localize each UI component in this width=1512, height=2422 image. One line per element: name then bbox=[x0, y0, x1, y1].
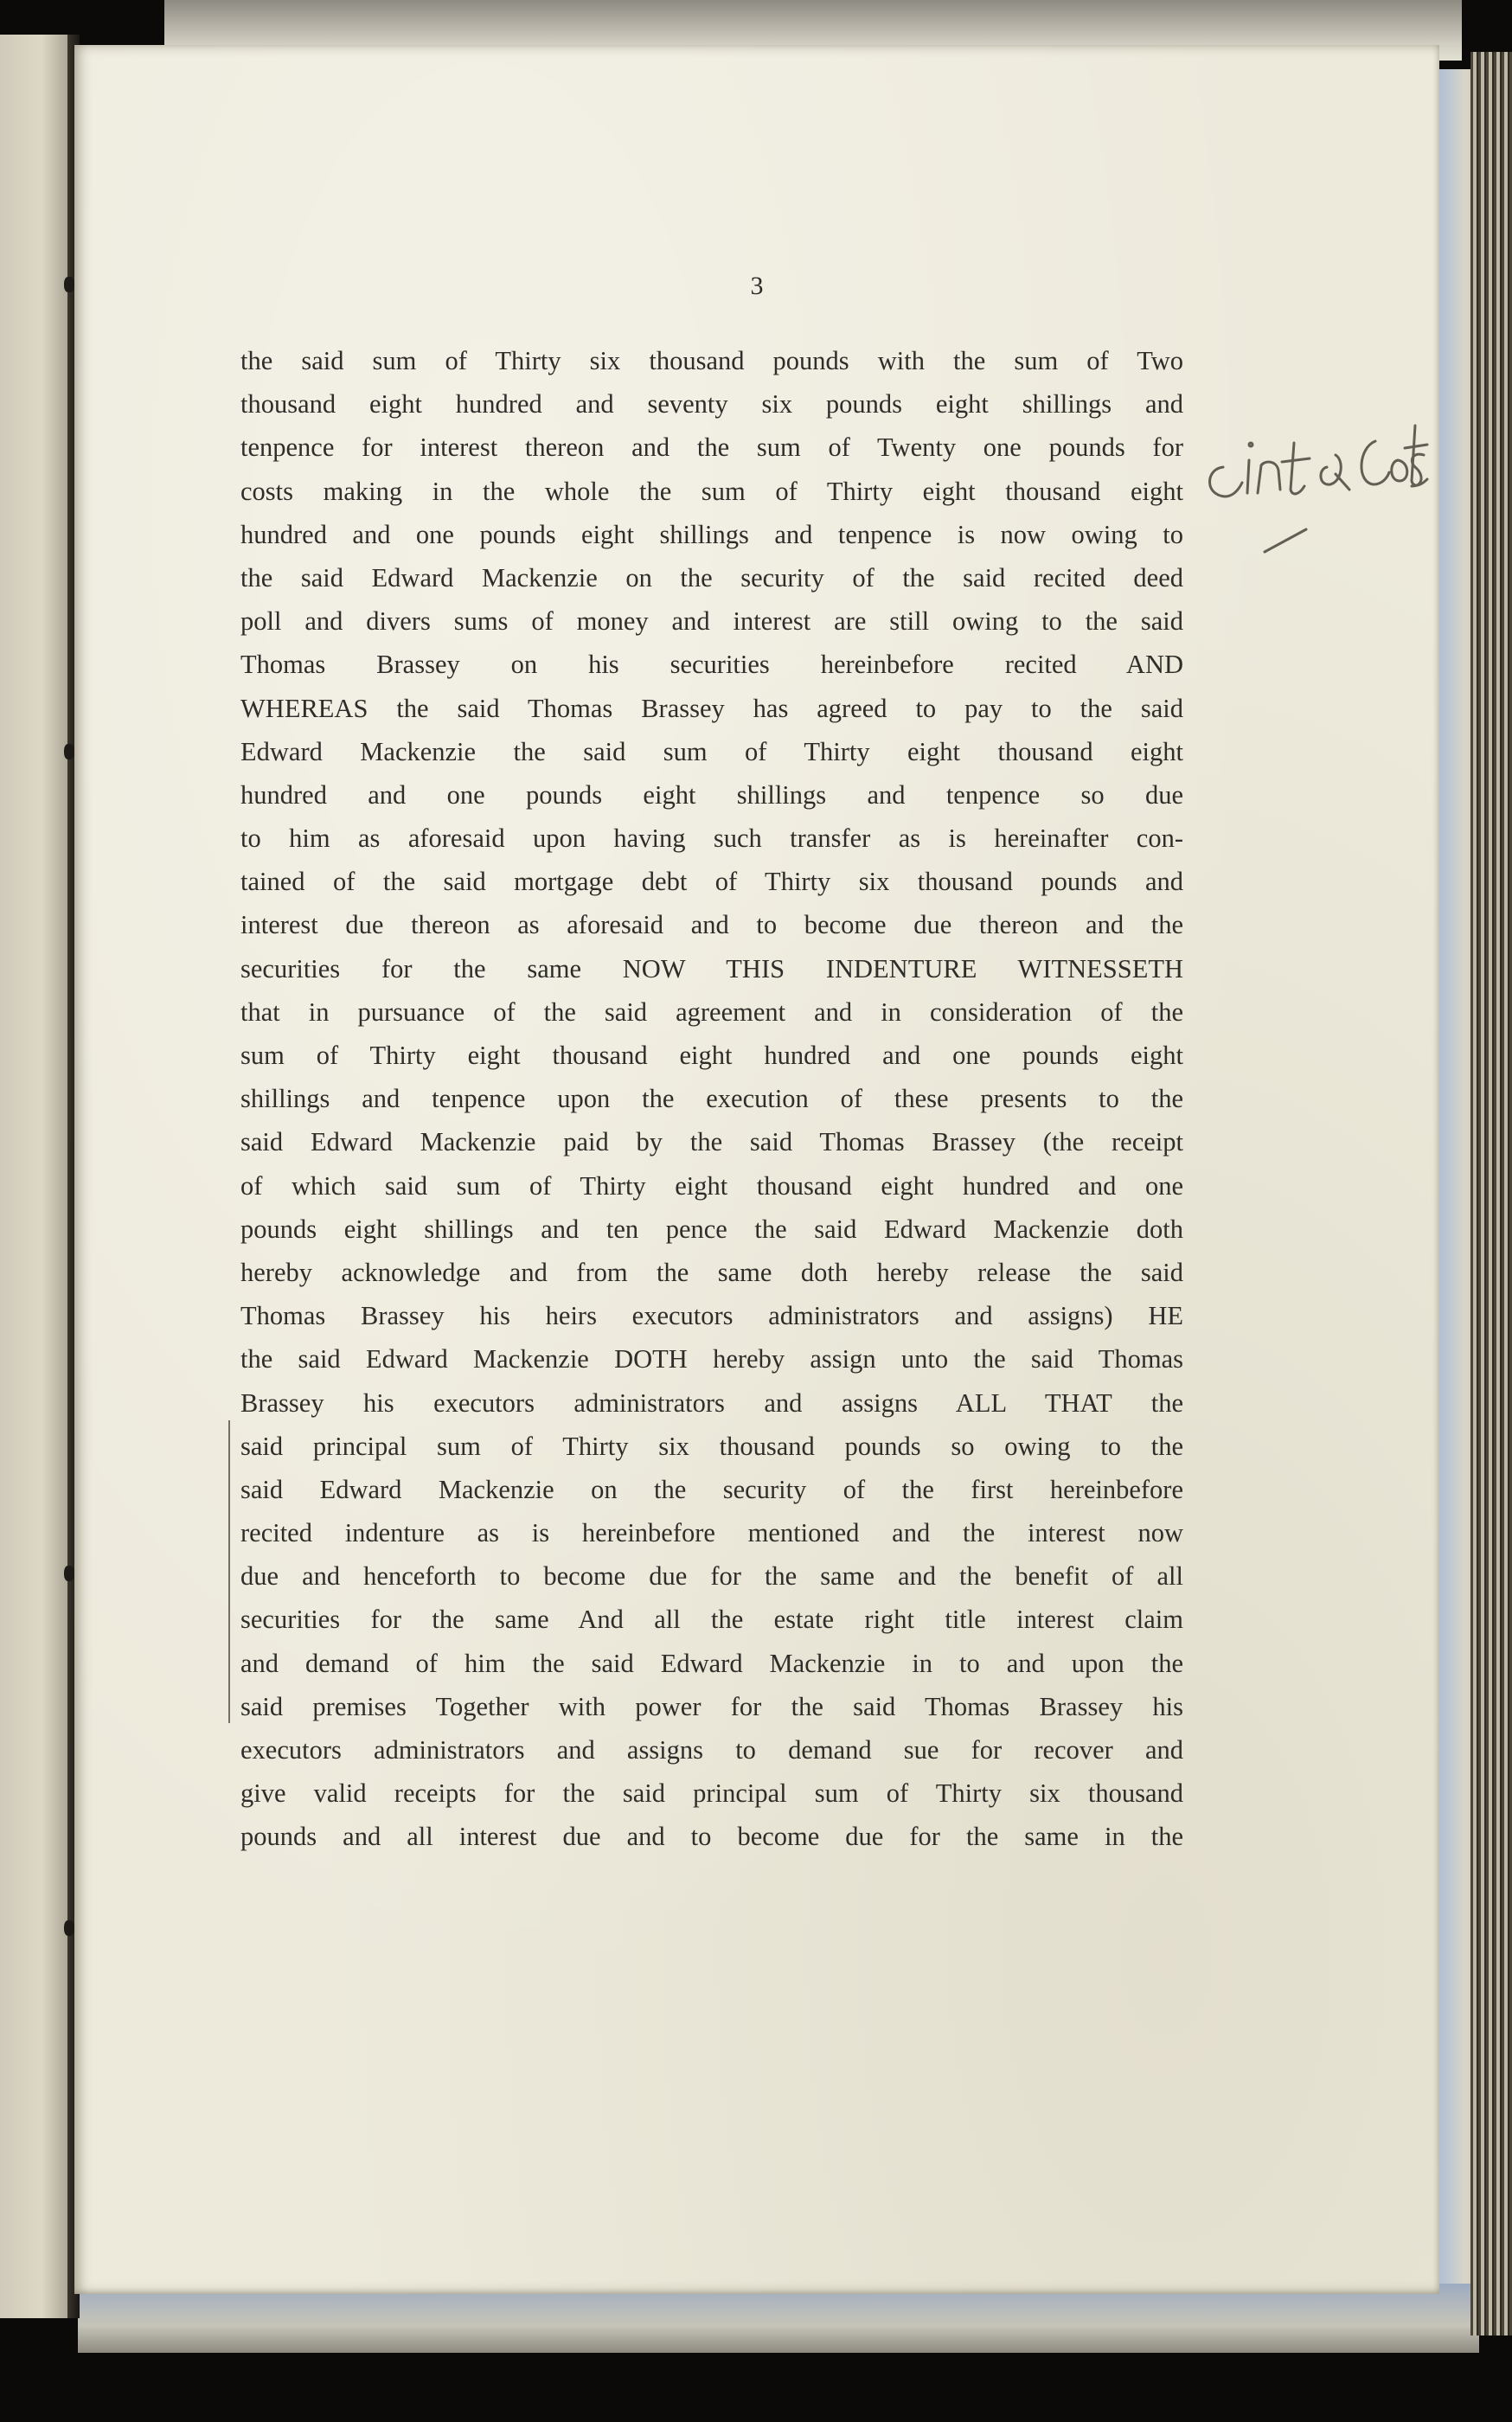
text-line: poll and divers sums of money and interest are still owing to the said bbox=[240, 606, 1183, 637]
text-line: tained of the said mortgage debt of Thirty six thousand pounds and bbox=[240, 867, 1183, 897]
body-text bbox=[240, 339, 1183, 1859]
text-line: securities for the same And all the estate right title interest claim bbox=[240, 1605, 1183, 1635]
text-line: of which said sum of Thirty eight thousand eight hundred and one bbox=[240, 1170, 1183, 1201]
stitch-hole bbox=[64, 1920, 74, 1936]
document-page bbox=[74, 45, 1439, 2294]
text-line: costs making in the whole the sum of Thirty eight thousand eight bbox=[240, 476, 1183, 506]
text-line: the said Edward Mackenzie DOTH hereby assign unto the said Thomas bbox=[240, 1344, 1183, 1374]
text-line: hereby acknowledge and from the same doth hereby release the said bbox=[240, 1257, 1183, 1287]
text-line: Brassey his executors administrators and assigns ALL THAT the bbox=[240, 1387, 1183, 1418]
stitch-hole bbox=[64, 277, 74, 292]
text-line: the said sum of Thirty six thousand pounds with the sum of Two bbox=[240, 346, 1183, 375]
pencil-margin-bar bbox=[228, 1420, 230, 1723]
text-line: WHEREAS the said Thomas Brassey has agreed to pay to the said bbox=[240, 693, 1183, 723]
text-line: said Edward Mackenzie on the security of the first hereinbefore bbox=[240, 1474, 1183, 1504]
text-line: Thomas Brassey on his securities hereinbefore recited AND bbox=[240, 650, 1183, 680]
text-line: pounds eight shillings and ten pence the said Edward Mackenzie doth bbox=[240, 1214, 1183, 1244]
text-line: to him as aforesaid upon having such transfer as is hereinafter con- bbox=[240, 823, 1183, 854]
text-line: said premises Together with power for the said Thomas Brassey his bbox=[240, 1691, 1183, 1721]
page-stack-edge bbox=[1470, 52, 1512, 2336]
text-line: shillings and tenpence upon the execution of these presents to the bbox=[240, 1084, 1183, 1114]
binding-stitch-marks bbox=[57, 277, 83, 2007]
stitch-hole bbox=[64, 1566, 74, 1581]
text-line: the said Edward Mackenzie on the security of the said recited deed bbox=[240, 562, 1183, 593]
text-line: Thomas Brassey his heirs executors administrators and assigns) HE bbox=[240, 1301, 1183, 1331]
backing-sheet-bottom bbox=[78, 2284, 1479, 2353]
stitch-hole bbox=[64, 744, 74, 759]
text-line: hundred and one pounds eight shillings and tenpence is now owing to bbox=[240, 519, 1183, 549]
text-line: thousand eight hundred and seventy six pounds eight shillings and bbox=[240, 389, 1183, 420]
text-line: give valid receipts for the said principal sum of Thirty six thousand bbox=[240, 1778, 1183, 1809]
text-line: securities for the same NOW THIS INDENTURE WITNESSETH bbox=[240, 953, 1183, 984]
page-number: 3 bbox=[750, 272, 764, 300]
text-line: said Edward Mackenzie paid by the said Thomas Brassey (the receipt bbox=[240, 1127, 1183, 1157]
text-line: hundred and one pounds eight shillings and tenpence so due bbox=[240, 779, 1183, 810]
text-line: that in pursuance of the said agreement and in consideration of the bbox=[240, 996, 1183, 1027]
text-line: tenpence for interest thereon and the sum of Twenty one pounds for bbox=[240, 432, 1183, 463]
text-line: executors administrators and assigns to demand sue for recover and bbox=[240, 1735, 1183, 1765]
text-line: sum of Thirty eight thousand eight hundred and one pounds eight bbox=[240, 1041, 1183, 1070]
text-line: recited indenture as is hereinbefore mentioned and the interest now bbox=[240, 1518, 1183, 1548]
text-line: Edward Mackenzie the said sum of Thirty eight thousand eight bbox=[240, 736, 1183, 766]
text-line: said principal sum of Thirty six thousand pounds so owing to the bbox=[240, 1431, 1183, 1461]
text-line: interest due thereon as aforesaid and to become due thereon and the bbox=[240, 910, 1183, 940]
text-line: pounds and all interest due and to become due for the same in the bbox=[240, 1822, 1183, 1852]
handwritten-margin-note bbox=[1197, 400, 1431, 564]
text-line: due and henceforth to become due for the same and the benefit of all bbox=[240, 1561, 1183, 1592]
text-line: and demand of him the said Edward Mackenzie in to and upon the bbox=[240, 1648, 1183, 1678]
